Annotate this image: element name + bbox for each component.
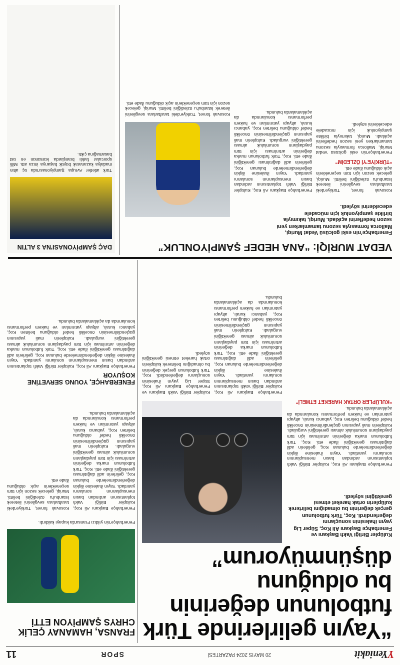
second-body-extra: Fenerbahçe'nin eski golcüsü Vedat Muriqi, Mallorca formasıyla sezonu tamamlarken yeni sezon hedeflerini açıkladı. Muriqi, takımıyla birlikte şampiyonluk için mücadele edeceklerini söyledi. (316, 122, 392, 156)
sponsor-board (142, 401, 282, 417)
second-body-col-1 (316, 5, 392, 193)
side-box-headline: FENERBAHÇE, YOUNG SERVETİNE KOŞUYOR (27, 370, 135, 385)
main-subheading: “KULÜPLER ORTAK HAREKET ETMELİ” (295, 398, 392, 405)
main-body-col-1 (287, 262, 392, 467)
main-body-col-3 (142, 262, 210, 395)
side-body: Fenerbahçe Başkanı Ali Koç, Kulüpler Birliği Vakfı toplantısının ardından basın mensuplarının sorularını yanıtladı. Yayın ihalesine ilişkin değerlendirmelerde bulunan Koç, gelirlerin adil dağıtılması gerektiğini ifade etti. Koç, Türk futbolunun marka değerinin artırılması için tüm paydaşların sorumluluk alması gerektiğini vurguladı. Kulüplerin mali yapısının güçlendirilmesinin öncelikli hedef olduğunu belirten Koç, yabancı kuralı, altyapı yatırımları ve hakem performansı konularında da açıklamalarda bulundu. (73, 410, 135, 511)
page-header (6, 646, 394, 661)
second-photo (125, 122, 230, 217)
player-figure (41, 537, 57, 589)
main-body-continued: Fenerbahçe Başkanı Ali Koç, Kulüpler Birliği Vakfı toplantısının ardından basın mensuplarının sorularını yanıtladı. Yayın ihalesine ilişkin değerlendirmelerde bulunan Koç, gelirlerin adil dağıtılması gerektiğini ifade etti. Koç, Türk futbolunun marka değerinin artırılması için tüm paydaşların sorumluluk alması gerektiğini vurguladı. Kulüplerin mali yapısının güçlendirilmesinin öncelikli hedef olduğunu belirten Koç, yabancı kuralı, altyapı yatırımları ve hakem performansı konularında da açıklamalarda bulundu. (214, 294, 282, 395)
second-intro: Fenerbahçe'nin eski golcüsü Vedat Muriqi, Mallorca formasıyla sezonu tamamlarken yeni sezon hedeflerini açıkladı. Muriqi, takımıyla birlikte şampiyonluk için mücadele edeceklerini söyledi. (276, 203, 392, 235)
side-box-body (7, 261, 135, 369)
side-caption-wrap (7, 513, 135, 525)
second-body: Kosovalı forvet, Türkiye'deki taraftarlara sevgilerini ileterek İstanbul'u özlediğini belirtti. Muriqi, gelecek sezon için tüm seçeneklerin açık olduğunu ifade etti. (316, 165, 392, 193)
second-body-continued: Kosovalı forvet, Türkiye'deki taraftarlara sevgilerini ileterek İstanbul'u özlediğini belirtti. Muriqi, gelecek sezon için tüm seçeneklerin açık olduğunu ifade etti. (125, 100, 230, 117)
side-headline: FRANSA, HAMANAY ÇELİK CHRYS ŞAMPİYON ETTİ (17, 617, 135, 637)
column-rule (137, 260, 138, 643)
section-name: SPOR (100, 650, 125, 658)
bottom-box (7, 5, 115, 253)
player-figure (156, 123, 200, 205)
bottom-box-text: Türk atletler Avrupa Şampiyonası'nda üç altın madalya kazanarak büyük başarıya imza attı. Milli sporcular farklı branşlarda kürsünün en üst basamağına çıktı. (10, 151, 112, 173)
microphone-icon (216, 433, 230, 447)
second-headline: VEDAT MURİQİ: “ANA HEDEF ŞAMPİYONLUK” (158, 241, 392, 253)
section-rule (8, 257, 392, 259)
second-body-col-3 (125, 5, 230, 117)
main-intro: Kulüpler Birliği Vakfı Başkanı ve Fenerbahçe Başkanı Ali Koç, Süper Lig yayın ihalesinin sonuçlarını değerlendirdi. Koç, Türk futbolunun gerçek değerinin bu olmadığını belirterek kulüplerin ortak hareket etmesi gerektiğini söyledi. (288, 492, 392, 537)
page-number: 11 (6, 648, 17, 660)
player-figure (61, 535, 79, 593)
issue-date: 20 MAYIS 2024 PAZARTESİ (207, 651, 271, 657)
second-subheading: “TÜRKİYE'Yİ ÖZLEDİM” (335, 158, 392, 165)
main-body: Fenerbahçe Başkanı Ali Koç, Kulüpler Birliği Vakfı toplantısının ardından basın mensuplarının sorularını yanıtladı. Yayın ihalesine ilişkin değerlendirmelerde bulunan Koç, gelirlerin adil dağıtılması gerektiğini ifade etti. Koç, Türk futbolunun marka değerinin artırılması için tüm paydaşların sorumluluk alması gerektiğini vurguladı. Kulüplerin mali yapısının güçlendirilmesinin öncelikli hedef olduğunu belirten Koç, yabancı kuralı, altyapı yatırımları ve hakem performansı konularında da açıklamalarda bulundu. (287, 406, 392, 467)
side-photo (7, 529, 135, 603)
second-body-continued: Fenerbahçe Başkanı Ali Koç, Kulüpler Birliği Vakfı toplantısının ardından basın mensuplarının sorularını yanıtladı. Yayın ihalesine ilişkin değerlendirmelerde bulunan Koç, gelirlerin adil dağıtılması gerektiğini ifade etti. Koç, Türk futbolunun marka değerinin artırılması için tüm paydaşların sorumluluk alması gerektiğini vurguladı. Kulüplerin mali yapısının güçlendirilmesinin öncelikli hedef olduğunu belirten Koç, yabancı kuralı, altyapı yatırımları ve hakem performansı konularında da açıklamalarda bulundu. (234, 109, 312, 193)
side-caption: Fenerbahçe'nin yıldızı Fransa'da kupayı kaldırdı. (38, 520, 135, 525)
microphone-icon (180, 433, 194, 447)
main-body-col-2 (214, 262, 282, 395)
main-headline: “Yayın gelirlerinde Türk futbolunun değerinin bu olduğunu düşünmüyorum” (143, 546, 392, 644)
side-box-text: Fenerbahçe Başkanı Ali Koç, Kulüpler Birliği Vakfı toplantısının ardından basın mensuplarının sorularını yanıtladı. Yayın ihalesine ilişkin değerlendirmelerde bulunan Koç, gelirlerin adil dağıtılması gerektiğini ifade etti. Koç, Türk futbolunun marka değerinin artırılması için tüm paydaşların sorumluluk alması gerektiğini vurguladı. Kulüplerin mali yapısının güçlendirilmesinin öncelikli hedef olduğunu belirten Koç, yabancı kuralı, altyapı yatırımları ve hakem performansı konularında da açıklamalarda bulundu. (7, 319, 135, 369)
side-body: Kosovalı forvet, Türkiye'deki taraftarlara sevgilerini ileterek İstanbul'u özlediğini belirtti. Muriqi, gelecek sezon için tüm seçeneklerin açık olduğunu ifade etti. (7, 478, 69, 511)
main-body-continued: Kulüpler Birliği Vakfı Başkanı ve Fenerbahçe Başkanı Ali Koç, Süper Lig yayın ihalesinin sonuçlarını değerlendirdi. Koç, Türk futbolunun gerçek değerinin bu olmadığını belirterek kulüplerin ortak hareket etmesi gerektiğini söyledi. (142, 350, 210, 395)
side-body-col-2 (7, 391, 69, 511)
column-rule (119, 5, 120, 255)
main-photo (142, 401, 282, 543)
bottom-box-photo (10, 177, 112, 239)
speaker-figure (184, 435, 242, 515)
side-body-col-1 (73, 391, 135, 511)
microphone-icon (234, 433, 248, 447)
bottom-box-headline: DAÇ ŞAMPİYONASI'NA 3 ALTIN (17, 243, 112, 250)
second-body-col-2 (234, 5, 312, 193)
masthead-logo: YYeniakit (354, 648, 394, 660)
